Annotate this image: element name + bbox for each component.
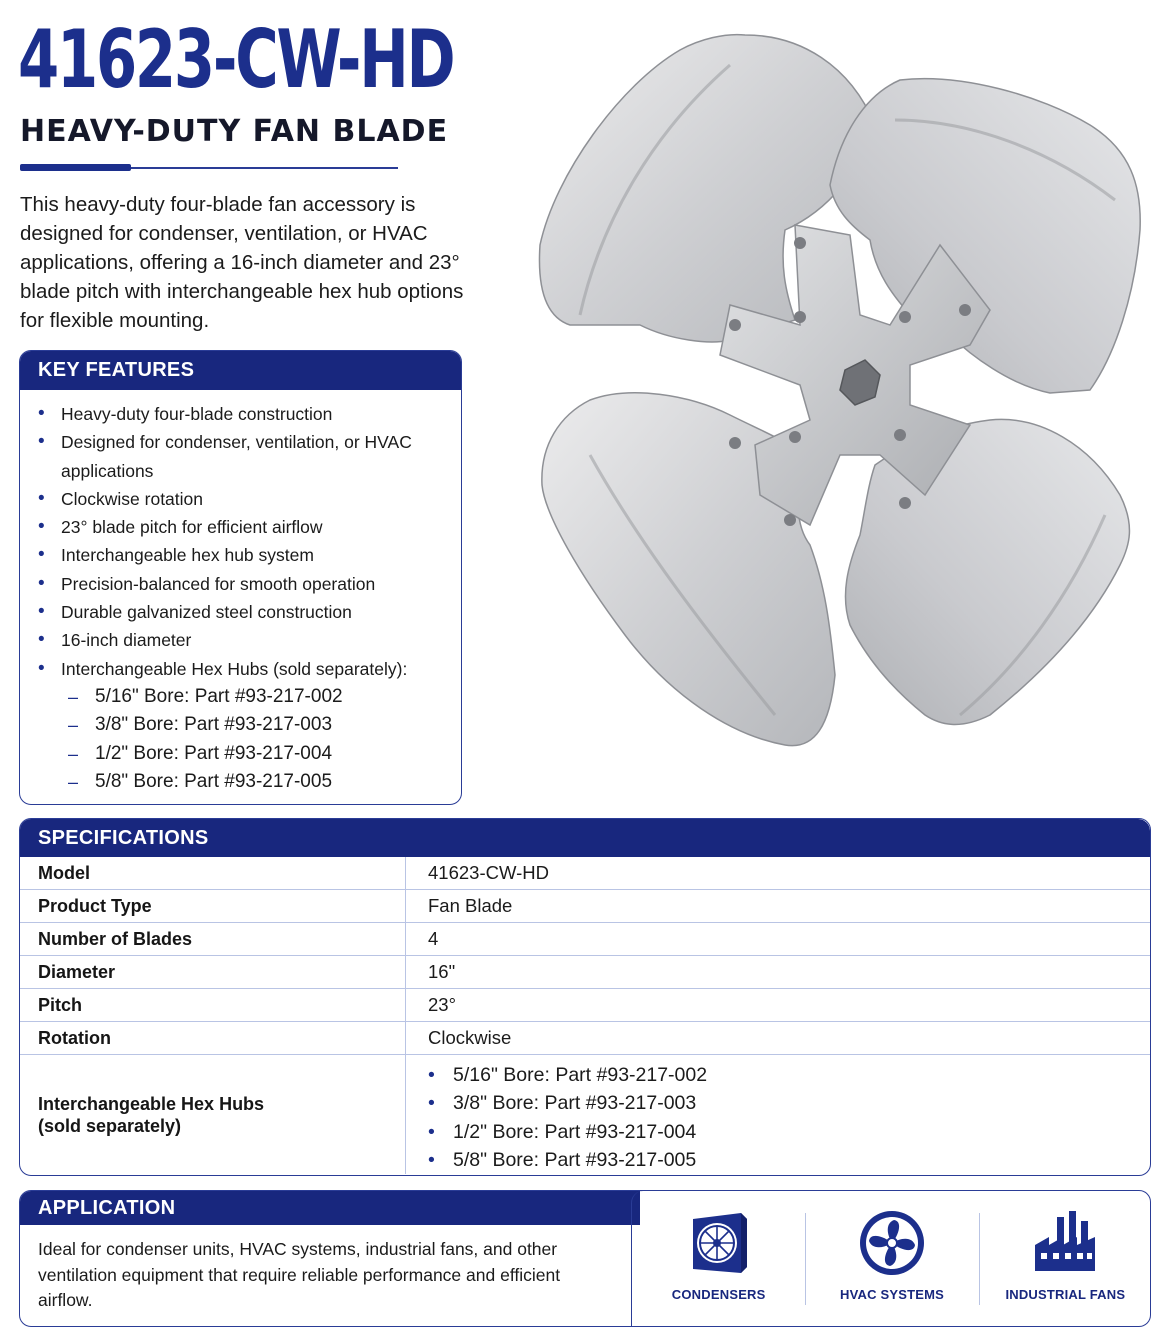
application-item-label: INDUSTRIAL FANS: [1005, 1287, 1126, 1302]
hub-item: • 5/8" Bore: Part #93-217-005: [428, 1146, 707, 1174]
application-title: APPLICATION: [20, 1191, 640, 1225]
spec-row-diameter: [20, 956, 1150, 989]
spec-row-model: [20, 857, 1150, 890]
application-text: Ideal for condenser units, HVAC systems, industrial fans, and other ventilation equipment that require reliable performance and efficient airflow.: [38, 1239, 561, 1310]
spec-row-number-of-blades: [20, 923, 1150, 956]
spec-row-rotation: [20, 1022, 1150, 1055]
feature-item: • Precision-balanced for smooth operation: [38, 570, 461, 598]
hub-list: [428, 1055, 707, 1174]
feature-item: • 16-inch diameter: [38, 626, 461, 654]
factory-icon: [1029, 1207, 1101, 1279]
condenser-icon: [683, 1207, 755, 1279]
spec-value: Clockwise: [428, 1027, 512, 1048]
hub-item: • 5/16" Bore: Part #93-217-002: [428, 1061, 707, 1089]
feature-hub-item: – 5/16" Bore: Part #93-217-002: [38, 683, 461, 711]
feature-item: • Heavy-duty four-blade construction: [38, 400, 461, 428]
spec-label: [20, 1055, 406, 1174]
feature-item: • Interchangeable Hex Hubs (sold separately):: [38, 655, 461, 683]
spec-value: 4: [428, 928, 439, 949]
feature-item: • Designed for condenser, ventilation, or HVAC applications: [38, 428, 428, 485]
application-item-condensers: [632, 1191, 805, 1327]
spec-label-line: Interchangeable Hex Hubs: [38, 1093, 265, 1114]
key-features-list: [20, 390, 461, 796]
application-item-industrial-fans: [979, 1191, 1151, 1327]
feature-item: • 23° blade pitch for efficient airflow: [38, 513, 461, 541]
fan-blade-image: [530, 25, 1170, 765]
spec-row-hex-hubs: [20, 1055, 1150, 1174]
hub-item: • 3/8" Bore: Part #93-217-003: [428, 1089, 707, 1117]
key-features-title: KEY FEATURES: [20, 351, 461, 390]
model-title: 41623-CW-HD: [18, 13, 454, 106]
application-item-label: HVAC SYSTEMS: [839, 1287, 944, 1302]
feature-item: • Interchangeable hex hub system: [38, 541, 461, 569]
feature-item: • Durable galvanized steel construction: [38, 598, 461, 626]
spec-value: 41623-CW-HD: [428, 862, 549, 883]
fan-blade-bottom-right: [845, 419, 1129, 724]
application-icons: [631, 1191, 1151, 1327]
key-features-panel: [19, 350, 462, 805]
spec-value: 23°: [428, 994, 456, 1015]
spec-row-product-type: [20, 890, 1150, 923]
fan-icon: [856, 1207, 928, 1279]
spec-value: 16": [428, 961, 456, 982]
spec-label: Diameter: [20, 956, 406, 988]
spec-label: Pitch: [20, 989, 406, 1021]
subtitle: HEAVY-DUTY FAN BLADE: [20, 114, 449, 149]
application-panel: [19, 1190, 1151, 1327]
specifications-title: SPECIFICATIONS: [20, 819, 1150, 857]
spec-label: Product Type: [20, 890, 406, 922]
feature-hub-item: – 3/8" Bore: Part #93-217-003: [38, 711, 461, 739]
spec-label: Number of Blades: [20, 923, 406, 955]
specifications-panel: [19, 818, 1151, 1176]
hub-item: • 1/2" Bore: Part #93-217-004: [428, 1118, 707, 1146]
feature-hub-item: – 5/8" Bore: Part #93-217-005: [38, 768, 461, 796]
spec-label-line: (sold separately): [38, 1115, 182, 1136]
title-divider-accent: [20, 164, 131, 171]
application-item-label: CONDENSERS: [671, 1287, 766, 1302]
application-item-hvac-systems: [805, 1191, 978, 1327]
spec-value: Fan Blade: [428, 895, 513, 916]
spec-row-pitch: [20, 989, 1150, 1022]
spec-label: Rotation: [20, 1022, 406, 1054]
spec-label: Model: [20, 857, 406, 889]
intro-paragraph: This heavy-duty four-blade fan accessory is designed for condenser, ventilation, or HVAC applications, offering a 16-inch diameter and 23° blade pitch with interchangeable hex hub options for flexible mounting.: [20, 193, 464, 332]
feature-item: • Clockwise rotation: [38, 485, 461, 513]
spec-value: [406, 1055, 1150, 1174]
feature-hub-item: – 1/2" Bore: Part #93-217-004: [38, 740, 461, 768]
